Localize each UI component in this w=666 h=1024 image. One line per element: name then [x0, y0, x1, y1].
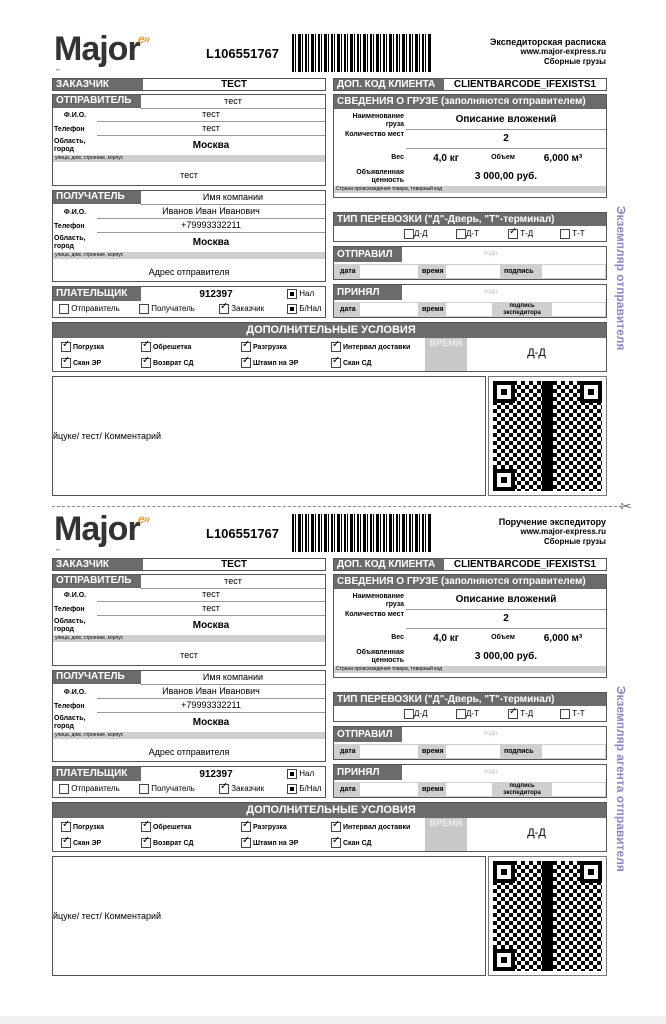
extra-stamp-er-label: Штамп на ЭР — [252, 839, 299, 847]
cargo-name-label: Наименование груза — [352, 593, 404, 608]
sender-region: Москва — [192, 140, 230, 151]
extra-return-sd-checkbox[interactable] — [141, 838, 151, 848]
sent-sign-hint: подп. — [484, 731, 499, 737]
extra-loading-label: Погрузка — [72, 823, 105, 831]
cargo-name: Описание вложений — [406, 111, 606, 130]
major-logo: Major e» ™ — [54, 510, 150, 553]
extra-stamp-er-option[interactable] — [241, 358, 298, 369]
website: www.major-express.ru — [520, 527, 606, 536]
transport-dt-checkbox[interactable] — [456, 229, 466, 239]
recipient-fio-label: Ф.И.О. — [63, 209, 87, 216]
extra-conditions-section — [52, 322, 607, 372]
sender-region: Москва — [192, 620, 230, 631]
sender-fio: тест — [97, 588, 325, 602]
customer-value: ТЕСТ — [221, 559, 247, 570]
cargo-section — [333, 94, 607, 198]
logo-superscript: e» — [138, 32, 150, 46]
extra-loading-option[interactable] — [61, 822, 104, 833]
sender-fio: тест — [97, 108, 325, 122]
sent-time-field[interactable] — [446, 265, 500, 278]
recipient-street-label: улица, дом, строение, корпус — [53, 252, 325, 259]
extra-scan-sd-label: Скан СД — [342, 359, 372, 367]
extra-crate-checkbox[interactable] — [141, 342, 151, 352]
sender-address: тест — [180, 170, 198, 180]
recipient-section — [52, 670, 326, 762]
cargo-volume: 6,000 м³ — [543, 633, 583, 644]
transport-td-option[interactable] — [508, 229, 533, 239]
sent-sign-field[interactable] — [542, 265, 605, 278]
extra-stamp-er-checkbox[interactable] — [241, 358, 251, 368]
received-date-field[interactable] — [360, 783, 418, 796]
payer-noncash-option[interactable] — [287, 304, 322, 314]
tracking-number: L106551767 — [206, 526, 280, 541]
sender-region-label: Область, город — [54, 618, 86, 633]
payer-value: 912397 — [199, 769, 233, 780]
payer-customer-checkbox[interactable] — [219, 304, 229, 314]
scissors-icon: ✂ — [620, 498, 632, 514]
payer-sender-checkbox[interactable] — [59, 784, 69, 794]
transport-header: ТИП ПЕРЕВОЗКИ ("Д"-Дверь, "Т"-терминал) — [334, 213, 606, 226]
sender-street-label: улица, дом, строение, корпус — [53, 635, 325, 642]
comment-box — [52, 376, 486, 496]
extra-unloading-checkbox[interactable] — [241, 822, 251, 832]
recipient-region-label: Область, город — [54, 715, 86, 730]
transport-td-checkbox[interactable] — [508, 709, 518, 719]
sent-sign-label: подпись — [504, 748, 534, 755]
extra-interval-option[interactable] — [331, 822, 410, 833]
payer-noncash-checkbox[interactable] — [287, 784, 297, 794]
transport-tt-option[interactable] — [560, 229, 585, 239]
payer-sender-option[interactable] — [59, 784, 120, 794]
transport-tt-option[interactable] — [560, 709, 585, 719]
payer-header: ПЛАТЕЛЬЩИК — [53, 767, 141, 781]
extra-scan-er-label: Скан ЭР — [72, 839, 102, 847]
extra-conditions-header: ДОПОЛНИТЕЛЬНЫЕ УСЛОВИЯ — [53, 803, 606, 818]
extra-interval-checkbox[interactable] — [331, 342, 341, 352]
payer-noncash-checkbox[interactable] — [287, 304, 297, 314]
extra-scan-sd-checkbox[interactable] — [331, 838, 341, 848]
received-sign-label: подпись экспедитора — [503, 783, 541, 796]
payer-noncash-label: Б/Нал — [299, 304, 322, 314]
transport-header: ТИП ПЕРЕВОЗКИ ("Д"-Дверь, "Т"-терминал) — [334, 693, 606, 706]
extra-loading-checkbox[interactable] — [61, 822, 71, 832]
client-code-row — [333, 558, 607, 571]
logo-superscript: e» — [138, 512, 150, 526]
received-date-field[interactable] — [360, 303, 418, 316]
recipient-region-label: Область, город — [54, 235, 86, 250]
recipient-address: Адрес отправителя — [148, 747, 230, 757]
cargo-weight: 4,0 кг — [433, 633, 459, 644]
extra-stamp-er-label: Штамп на ЭР — [252, 359, 299, 367]
extra-conditions-section — [52, 802, 607, 852]
payer-customer-option[interactable] — [219, 784, 264, 794]
payer-header: ПЛАТЕЛЬЩИК — [53, 287, 141, 301]
transport-td-checkbox[interactable] — [508, 229, 518, 239]
transport-dd-checkbox[interactable] — [404, 709, 414, 719]
payer-cash-checkbox[interactable] — [287, 769, 297, 779]
client-code-value: CLIENTBARCODE_IFEXISTS1 — [453, 79, 597, 90]
extra-scan-er-label: Скан ЭР — [72, 359, 102, 367]
extra-return-sd-label: Возврат СД — [152, 839, 194, 847]
extra-crate-label: Обрешетка — [152, 823, 192, 831]
waybill-copy-2 — [0, 480, 666, 960]
sent-header: ОТПРАВИЛ — [334, 727, 402, 742]
extra-interval-label: Интервал доставки — [342, 343, 411, 351]
cargo-declared-value: 3 000,00 руб. — [474, 651, 538, 662]
received-time-label: время — [422, 786, 444, 793]
customer-label: ЗАКАЗЧИК — [53, 79, 143, 90]
recipient-region: Москва — [192, 717, 230, 728]
sent-sign-field[interactable] — [542, 745, 605, 758]
extra-interval-label: Интервал доставки — [342, 823, 411, 831]
recipient-company: Имя компании — [141, 191, 325, 205]
recipient-header: ПОЛУЧАТЕЛЬ — [53, 671, 141, 684]
received-date-label: дата — [340, 786, 356, 793]
payer-noncash-label: Б/Нал — [299, 784, 322, 794]
sender-company: тест — [141, 575, 325, 589]
transport-dt-option[interactable] — [456, 229, 479, 239]
transport-section — [333, 692, 607, 722]
cut-line — [52, 506, 622, 507]
transport-dd-label: Д-Д — [414, 709, 428, 719]
extra-unloading-label: Разгрузка — [252, 343, 287, 351]
transport-dd-label: Д-Д — [414, 229, 428, 239]
extra-conditions-header: ДОПОЛНИТЕЛЬНЫЕ УСЛОВИЯ — [53, 323, 606, 338]
payer-sender-label: Отправитель — [71, 784, 120, 794]
cargo-weight: 4,0 кг — [433, 153, 459, 164]
received-sign-label: подпись экспедитора — [503, 303, 541, 316]
payer-customer-option[interactable] — [219, 304, 264, 314]
cargo-weight-label: Вес — [391, 154, 404, 161]
transport-dd-option[interactable] — [404, 229, 428, 239]
delivery-type-value: Д-Д — [527, 827, 546, 839]
sent-date-field[interactable] — [360, 265, 418, 278]
sender-section — [52, 574, 326, 666]
qr-box — [488, 376, 607, 496]
payer-cash-option[interactable] — [287, 769, 314, 779]
payer-cash-label: Нал — [299, 289, 315, 299]
extra-scan-er-checkbox[interactable] — [61, 838, 71, 848]
tracking-number: L106551767 — [206, 46, 280, 61]
cargo-weight-label: Вес — [391, 634, 404, 641]
received-header: ПРИНЯЛ — [334, 765, 402, 780]
website: www.major-express.ru — [520, 47, 606, 56]
copy-side-label: Экземпляр отправителя — [614, 206, 628, 351]
recipient-phone-label: Телефон — [54, 223, 85, 230]
sent-time-label: время — [422, 268, 444, 275]
transport-td-option[interactable] — [508, 709, 533, 719]
received-sign-field[interactable] — [552, 303, 605, 316]
recipient-address: Адрес отправителя — [148, 267, 230, 277]
sent-section — [333, 726, 607, 760]
received-sign-hint: подп. — [484, 769, 499, 775]
sent-sign-label: подпись — [504, 268, 534, 275]
comment-box — [52, 856, 486, 976]
recipient-company: Имя компании — [141, 671, 325, 685]
sender-phone-label: Телефон — [54, 126, 85, 133]
payer-cash-option[interactable] — [287, 289, 314, 299]
client-code-value: CLIENTBARCODE_IFEXISTS1 — [453, 559, 597, 570]
sent-date-label: дата — [340, 268, 356, 275]
payer-recipient-checkbox[interactable] — [139, 304, 149, 314]
transport-dt-checkbox[interactable] — [456, 709, 466, 719]
sender-fio-label: Ф.И.О. — [63, 592, 87, 599]
client-code-label: ДОП. КОД КЛИЕНТА — [334, 79, 444, 90]
cargo-name-label: Наименование груза — [352, 113, 404, 128]
payer-recipient-option[interactable] — [139, 784, 195, 794]
received-sign-field[interactable] — [552, 783, 605, 796]
customer-row — [52, 558, 326, 571]
cargo-header: СВЕДЕНИЯ О ГРУЗЕ (заполняются отправителем) — [334, 95, 606, 109]
payer-sender-label: Отправитель — [71, 304, 120, 314]
extra-scan-er-checkbox[interactable] — [61, 358, 71, 368]
extra-crate-option[interactable] — [141, 342, 191, 353]
recipient-street-label: улица, дом, строение, корпус — [53, 732, 325, 739]
service-subtitle: Сборные грузы — [544, 57, 606, 66]
cargo-qty: 2 — [406, 130, 606, 149]
extra-unloading-option[interactable] — [241, 822, 287, 833]
extra-scan-er-option[interactable] — [61, 838, 101, 849]
sent-time-label: время — [422, 748, 444, 755]
payer-recipient-checkbox[interactable] — [139, 784, 149, 794]
cargo-volume: 6,000 м³ — [543, 153, 583, 164]
payer-customer-checkbox[interactable] — [219, 784, 229, 794]
service-subtitle: Сборные грузы — [544, 537, 606, 546]
sender-street-label: улица, дом, строение, корпус — [53, 155, 325, 162]
extra-scan-er-option[interactable] — [61, 358, 101, 369]
sender-phone: тест — [97, 122, 325, 136]
extra-interval-option[interactable] — [331, 342, 410, 353]
tracking-barcode — [292, 34, 432, 72]
extra-loading-checkbox[interactable] — [61, 342, 71, 352]
received-sign-hint: подп. — [484, 289, 499, 295]
sender-header: ОТПРАВИТЕЛЬ — [53, 95, 141, 108]
transport-dt-option[interactable] — [456, 709, 479, 719]
extra-stamp-er-option[interactable] — [241, 838, 298, 849]
recipient-phone: +79993332211 — [97, 219, 325, 233]
payer-recipient-label: Получатель — [151, 304, 195, 314]
page-footer-strip — [0, 1016, 666, 1024]
delivery-time-label: ВРЕМЯ — [425, 818, 467, 851]
extra-unloading-label: Разгрузка — [252, 823, 287, 831]
extra-loading-label: Погрузка — [72, 343, 105, 351]
payer-section — [52, 766, 326, 798]
delivery-type-value: Д-Д — [527, 347, 546, 359]
recipient-fio-label: Ф.И.О. — [63, 689, 87, 696]
extra-return-sd-checkbox[interactable] — [141, 358, 151, 368]
extra-scan-sd-label: Скан СД — [342, 839, 372, 847]
extra-loading-option[interactable] — [61, 342, 104, 353]
transport-dt-label: Д-Т — [466, 709, 479, 719]
extra-scan-sd-option[interactable] — [331, 838, 372, 849]
cargo-name: Описание вложений — [406, 591, 606, 610]
recipient-section — [52, 190, 326, 282]
waybill-copy-1 — [0, 0, 666, 480]
payer-sender-checkbox[interactable] — [59, 304, 69, 314]
payer-cash-checkbox[interactable] — [287, 289, 297, 299]
payer-section — [52, 286, 326, 318]
sent-date-label: дата — [340, 748, 356, 755]
customer-label: ЗАКАЗЧИК — [53, 559, 143, 570]
logo-tm: ™ — [56, 548, 59, 553]
transport-section — [333, 212, 607, 242]
delivery-time-label: ВРЕМЯ — [425, 338, 467, 371]
cargo-qty-label: Количество мест — [344, 131, 404, 138]
sender-region-label: Область, город — [54, 138, 86, 153]
sender-phone: тест — [97, 602, 325, 616]
extra-crate-option[interactable] — [141, 822, 191, 833]
payer-customer-label: Заказчик — [231, 784, 265, 794]
received-time-label: время — [422, 306, 444, 313]
document-title: Экспедиторская расписка — [489, 37, 606, 47]
extra-crate-checkbox[interactable] — [141, 822, 151, 832]
client-code-row — [333, 78, 607, 91]
received-section — [333, 764, 607, 798]
extra-stamp-er-checkbox[interactable] — [241, 838, 251, 848]
received-section — [333, 284, 607, 318]
sender-company: тест — [141, 95, 325, 109]
cargo-header: СВЕДЕНИЯ О ГРУЗЕ (заполняются отправителем) — [334, 575, 606, 589]
qr-code — [493, 381, 602, 491]
transport-tt-label: Т-Т — [572, 709, 585, 719]
customer-value: ТЕСТ — [221, 79, 247, 90]
extra-crate-label: Обрешетка — [152, 343, 192, 351]
received-time-field[interactable] — [446, 783, 492, 796]
qr-code — [493, 861, 602, 971]
sender-address: тест — [180, 650, 198, 660]
extra-unloading-option[interactable] — [241, 342, 287, 353]
transport-tt-checkbox[interactable] — [560, 709, 570, 719]
recipient-region: Москва — [192, 237, 230, 248]
extra-interval-checkbox[interactable] — [331, 822, 341, 832]
payer-noncash-option[interactable] — [287, 784, 322, 794]
document-title: Поручение экспедитору — [498, 517, 606, 527]
payer-cash-label: Нал — [299, 769, 315, 779]
transport-td-label: Т-Д — [520, 709, 534, 719]
payer-recipient-label: Получатель — [151, 784, 195, 794]
transport-dd-option[interactable] — [404, 709, 428, 719]
extra-return-sd-option[interactable] — [141, 358, 193, 369]
cargo-qty-label: Количество мест — [344, 611, 404, 618]
qr-box — [488, 856, 607, 976]
sent-date-field[interactable] — [360, 745, 418, 758]
received-date-label: дата — [340, 306, 356, 313]
received-header: ПРИНЯЛ — [334, 285, 402, 300]
extra-scan-sd-option[interactable] — [331, 358, 372, 369]
cargo-origin-label: Страна происхождения товара, товарный код — [334, 666, 606, 673]
cargo-volume-label: Объем — [491, 634, 515, 641]
recipient-phone-label: Телефон — [54, 703, 85, 710]
cargo-value-label: Объявленная ценность — [356, 649, 404, 664]
cargo-qty: 2 — [406, 610, 606, 629]
extra-unloading-checkbox[interactable] — [241, 342, 251, 352]
payer-value: 912397 — [199, 289, 233, 300]
cargo-section — [333, 574, 607, 678]
recipient-header: ПОЛУЧАТЕЛЬ — [53, 191, 141, 204]
cargo-volume-label: Объем — [491, 154, 515, 161]
payer-customer-label: Заказчик — [231, 304, 265, 314]
logo-tm: ™ — [56, 68, 59, 73]
transport-tt-checkbox[interactable] — [560, 229, 570, 239]
sent-header: ОТПРАВИЛ — [334, 247, 402, 262]
transport-dd-checkbox[interactable] — [404, 229, 414, 239]
customer-row — [52, 78, 326, 91]
comment-text: йцуке/ тест/ Комментарий — [53, 911, 162, 921]
tracking-barcode — [292, 514, 432, 552]
comment-text: йцуке/ тест/ Комментарий — [53, 431, 162, 441]
recipient-fio: Иванов Иван Иванович — [97, 685, 325, 699]
extra-scan-sd-checkbox[interactable] — [331, 358, 341, 368]
copy-side-label: Экземпляр агента отправителя — [614, 686, 628, 872]
payer-recipient-option[interactable] — [139, 304, 195, 314]
cargo-value-label: Объявленная ценность — [356, 169, 404, 184]
sender-fio-label: Ф.И.О. — [63, 112, 87, 119]
major-logo: Major e» ™ — [54, 30, 150, 73]
transport-td-label: Т-Д — [520, 229, 534, 239]
recipient-phone: +79993332211 — [97, 699, 325, 713]
sent-time-field[interactable] — [446, 745, 500, 758]
sent-sign-hint: подп. — [484, 251, 499, 257]
sender-header: ОТПРАВИТЕЛЬ — [53, 575, 141, 588]
sender-phone-label: Телефон — [54, 606, 85, 613]
cargo-declared-value: 3 000,00 руб. — [474, 171, 538, 182]
received-time-field[interactable] — [446, 303, 492, 316]
extra-return-sd-label: Возврат СД — [152, 359, 194, 367]
payer-sender-option[interactable] — [59, 304, 120, 314]
client-code-label: ДОП. КОД КЛИЕНТА — [334, 559, 444, 570]
transport-tt-label: Т-Т — [572, 229, 585, 239]
recipient-fio: Иванов Иван Иванович — [97, 205, 325, 219]
extra-return-sd-option[interactable] — [141, 838, 193, 849]
sender-section — [52, 94, 326, 186]
sent-section — [333, 246, 607, 280]
cargo-origin-label: Страна происхождения товара, товарный код — [334, 186, 606, 193]
transport-dt-label: Д-Т — [466, 229, 479, 239]
